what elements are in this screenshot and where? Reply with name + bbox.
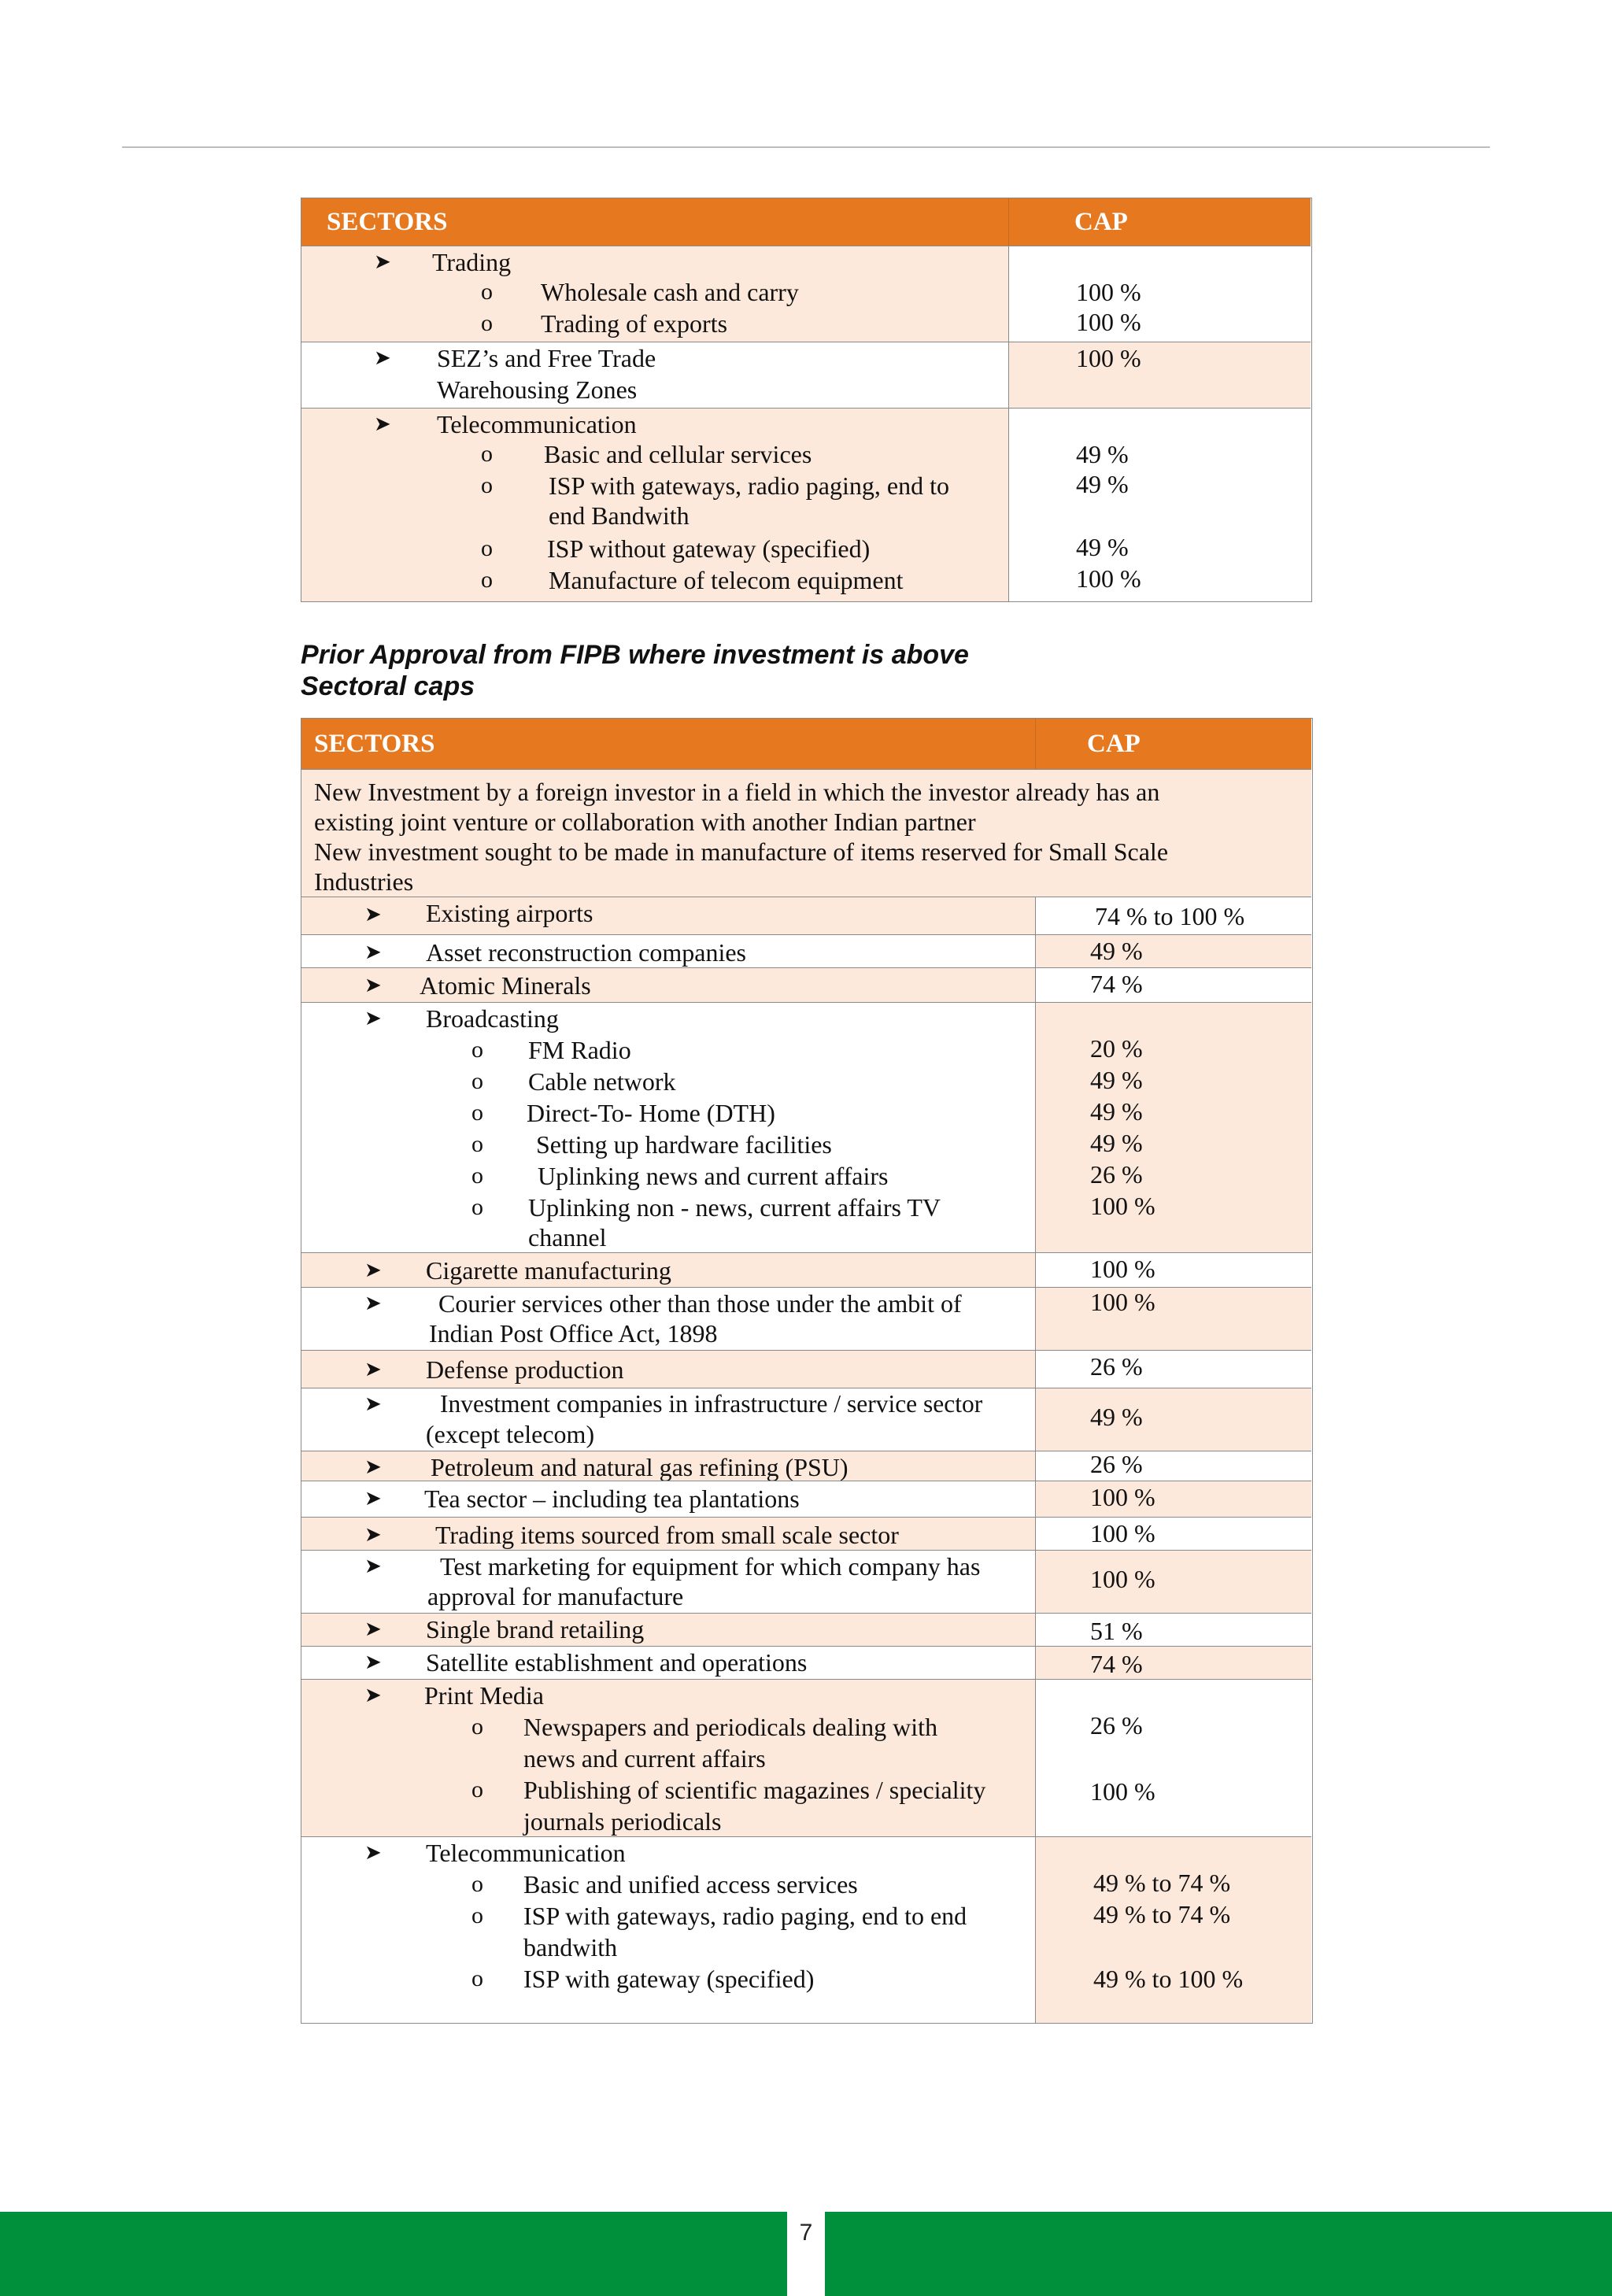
row-label: Existing airports <box>426 899 593 927</box>
cap-value: 49 % to 74 % <box>1093 1900 1231 1928</box>
table-row <box>301 1646 1311 1679</box>
cap-value: 49 % <box>1076 470 1129 498</box>
bullet-icon: ➤ <box>364 1487 382 1510</box>
sub-item-label: Manufacture of telecom equipment <box>549 566 904 594</box>
cap-value: 74 % to 100 % <box>1095 902 1245 930</box>
sub-item-label: Basic and unified access services <box>523 1870 858 1899</box>
cap-value: 100 % <box>1076 564 1141 593</box>
row-label: Trading <box>432 248 512 276</box>
cap-value: 49 % <box>1090 1403 1143 1431</box>
row-label: Satellite establishment and operations <box>426 1648 808 1677</box>
cap-value: 49 % <box>1090 1097 1143 1126</box>
sector-cap-table-1 <box>301 198 1312 602</box>
row-label: Single brand retailing <box>426 1615 645 1643</box>
sub-item-label-continued: channel <box>528 1223 607 1252</box>
bullet-icon: ➤ <box>364 903 382 926</box>
row-label: Investment companies in infrastructure / service sector <box>440 1390 983 1418</box>
sub-item-label: Publishing of scientific magazines / speciality <box>523 1776 986 1804</box>
cap-value: 100 % <box>1090 1255 1155 1283</box>
sub-bullet-icon: o <box>471 1902 483 1928</box>
cap-header: CAP <box>1074 207 1128 236</box>
page-number: 7 <box>799 2220 813 2246</box>
row-label: SEZ’s and Free Trade <box>437 344 656 372</box>
row-label: Petroleum and natural gas refining (PSU) <box>431 1453 849 1481</box>
sub-bullet-icon: o <box>471 1100 483 1126</box>
top-divider <box>122 146 1490 148</box>
sectors-header: SECTORS <box>327 207 448 236</box>
bullet-icon: ➤ <box>374 346 391 369</box>
sub-item-label: Direct-To- Home (DTH) <box>527 1099 775 1127</box>
table-row <box>301 1388 1311 1451</box>
sub-item-label: FM Radio <box>528 1036 631 1064</box>
heading-line: Sectoral caps <box>301 671 475 701</box>
sub-bullet-icon: o <box>471 1777 483 1802</box>
table-header <box>301 719 1311 769</box>
table-row <box>301 1350 1311 1388</box>
row-label: Asset reconstruction companies <box>426 938 746 967</box>
sub-bullet-icon: o <box>471 1871 483 1897</box>
bullet-icon: ➤ <box>364 1684 382 1706</box>
bullet-icon: ➤ <box>364 1555 382 1577</box>
bullet-icon: ➤ <box>364 974 382 996</box>
sub-item-label: Cable network <box>528 1067 676 1096</box>
row-label: Cigarette manufacturing <box>426 1256 671 1285</box>
cap-value: 74 % <box>1090 1650 1143 1678</box>
intro-text: existing joint venture or collaboration with another Indian partner <box>314 808 976 836</box>
cap-value: 100 % <box>1090 1777 1155 1806</box>
table-row <box>301 1451 1311 1481</box>
bullet-icon: ➤ <box>364 1841 382 1864</box>
sub-item-label: ISP with gateway (specified) <box>523 1965 815 1993</box>
sub-item-label: Uplinking news and current affairs <box>538 1162 889 1190</box>
sub-item-label: Basic and cellular services <box>544 440 812 468</box>
sub-bullet-icon: o <box>471 1163 483 1189</box>
cap-value: 49 % <box>1090 1066 1143 1094</box>
table-row <box>301 1836 1311 2023</box>
sub-item-label: Newspapers and periodicals dealing with <box>523 1713 938 1741</box>
bullet-icon: ➤ <box>364 1618 382 1640</box>
sub-item-label: Wholesale cash and carry <box>541 278 799 306</box>
table-row <box>301 1002 1311 1252</box>
sub-item-label-continued: journals periodicals <box>523 1807 722 1836</box>
row-label: Print Media <box>424 1681 544 1710</box>
cap-value: 100 % <box>1076 308 1141 336</box>
sub-bullet-icon: o <box>481 567 493 593</box>
cap-value: 100 % <box>1090 1519 1155 1547</box>
sub-bullet-icon: o <box>471 1131 483 1157</box>
sub-bullet-icon: o <box>471 1194 483 1220</box>
sub-item-label: Setting up hardware facilities <box>536 1130 832 1159</box>
cap-value: 100 % <box>1090 1483 1155 1511</box>
row-label-continued: Warehousing Zones <box>437 375 638 404</box>
sub-bullet-icon: o <box>471 1714 483 1740</box>
table-row <box>301 1613 1311 1646</box>
cap-value: 26 % <box>1090 1711 1143 1740</box>
intro-text: Industries <box>314 867 414 896</box>
row-label: Telecommunication <box>426 1839 626 1867</box>
sub-item-label: ISP with gateways, radio paging, end to <box>549 471 949 500</box>
bullet-icon: ➤ <box>364 1259 382 1281</box>
bullet-icon: ➤ <box>374 412 391 435</box>
cap-header: CAP <box>1087 729 1141 758</box>
sub-bullet-icon: o <box>481 310 493 336</box>
bullet-icon: ➤ <box>364 1007 382 1030</box>
table-row <box>301 1481 1311 1517</box>
cap-value: 49 % <box>1076 533 1129 561</box>
bullet-icon: ➤ <box>364 1292 382 1314</box>
bullet-icon: ➤ <box>364 1392 382 1415</box>
table-row <box>301 408 1311 601</box>
row-label: Broadcasting <box>426 1004 559 1033</box>
cap-value: 100 % <box>1090 1565 1155 1593</box>
sub-item-label-continued: end Bandwith <box>549 501 690 530</box>
section-heading <box>301 639 1088 702</box>
sub-bullet-icon: o <box>481 535 493 561</box>
cap-value: 51 % <box>1090 1617 1143 1645</box>
cap-value: 26 % <box>1090 1450 1143 1478</box>
row-label: Trading items sourced from small scale sector <box>435 1521 899 1549</box>
sectors-header: SECTORS <box>314 729 435 758</box>
row-label: Telecommunication <box>437 410 637 438</box>
bullet-icon: ➤ <box>364 1651 382 1673</box>
sub-item-label-continued: news and current affairs <box>523 1744 766 1773</box>
sub-item-label: Trading of exports <box>541 309 728 338</box>
heading-line: Prior Approval from FIPB where investment is above <box>301 640 969 670</box>
intro-text: New Investment by a foreign investor in a field in which the investor already has an <box>314 778 1160 806</box>
cap-value: 49 % to 74 % <box>1093 1869 1231 1897</box>
bullet-icon: ➤ <box>364 1358 382 1381</box>
cap-value: 100 % <box>1090 1192 1155 1220</box>
table-row <box>301 246 1311 342</box>
sub-item-label: ISP without gateway (specified) <box>547 534 871 563</box>
sub-bullet-icon: o <box>471 1965 483 1991</box>
table-row <box>301 1252 1311 1287</box>
bullet-icon: ➤ <box>374 250 391 273</box>
row-label: Atomic Minerals <box>420 971 591 1000</box>
cap-value: 49 % to 100 % <box>1093 1965 1244 1993</box>
table-row <box>301 934 1311 967</box>
table-row <box>301 1679 1311 1836</box>
row-label: Tea sector – including tea plantations <box>424 1484 800 1513</box>
table-row <box>301 1287 1311 1350</box>
row-label: Courier services other than those under the ambit of <box>438 1289 962 1318</box>
bullet-icon: ➤ <box>364 941 382 963</box>
sub-item-label: ISP with gateways, radio paging, end to end <box>523 1902 967 1930</box>
cap-value: 74 % <box>1090 970 1143 998</box>
intro-text: New investment sought to be made in manufacture of items reserved for Small Scale <box>314 837 1169 866</box>
intro-row <box>301 769 1311 897</box>
cap-value: 100 % <box>1076 278 1141 306</box>
cap-value: 49 % <box>1090 937 1143 965</box>
row-label: Test marketing for equipment for which company has <box>440 1552 981 1581</box>
sub-bullet-icon: o <box>481 279 493 305</box>
sector-cap-table-2 <box>301 718 1313 2024</box>
table-row <box>301 1517 1311 1550</box>
cap-value: 100 % <box>1076 344 1141 372</box>
cap-value: 100 % <box>1090 1288 1155 1316</box>
table-row <box>301 342 1311 408</box>
cap-value: 49 % <box>1090 1129 1143 1157</box>
bullet-icon: ➤ <box>364 1523 382 1546</box>
sub-bullet-icon: o <box>471 1068 483 1094</box>
cap-value: 26 % <box>1090 1352 1143 1381</box>
cap-value: 26 % <box>1090 1160 1143 1189</box>
cap-value: 20 % <box>1090 1034 1143 1063</box>
row-label: Defense production <box>426 1355 624 1384</box>
sub-bullet-icon: o <box>481 472 493 498</box>
table-row <box>301 1550 1311 1613</box>
bullet-icon: ➤ <box>364 1455 382 1478</box>
row-label-continued: Indian Post Office Act, 1898 <box>429 1319 718 1348</box>
table-row <box>301 897 1311 934</box>
sub-bullet-icon: o <box>481 441 493 467</box>
table-row <box>301 967 1311 1002</box>
sub-item-label: Uplinking non - news, current affairs TV <box>528 1193 941 1222</box>
row-label-continued: approval for manufacture <box>427 1582 684 1610</box>
sub-bullet-icon: o <box>471 1037 483 1063</box>
row-label-continued: (except telecom) <box>426 1420 595 1448</box>
table-header <box>301 198 1311 246</box>
cap-value: 49 % <box>1076 440 1129 468</box>
sub-item-label-continued: bandwith <box>523 1933 618 1961</box>
